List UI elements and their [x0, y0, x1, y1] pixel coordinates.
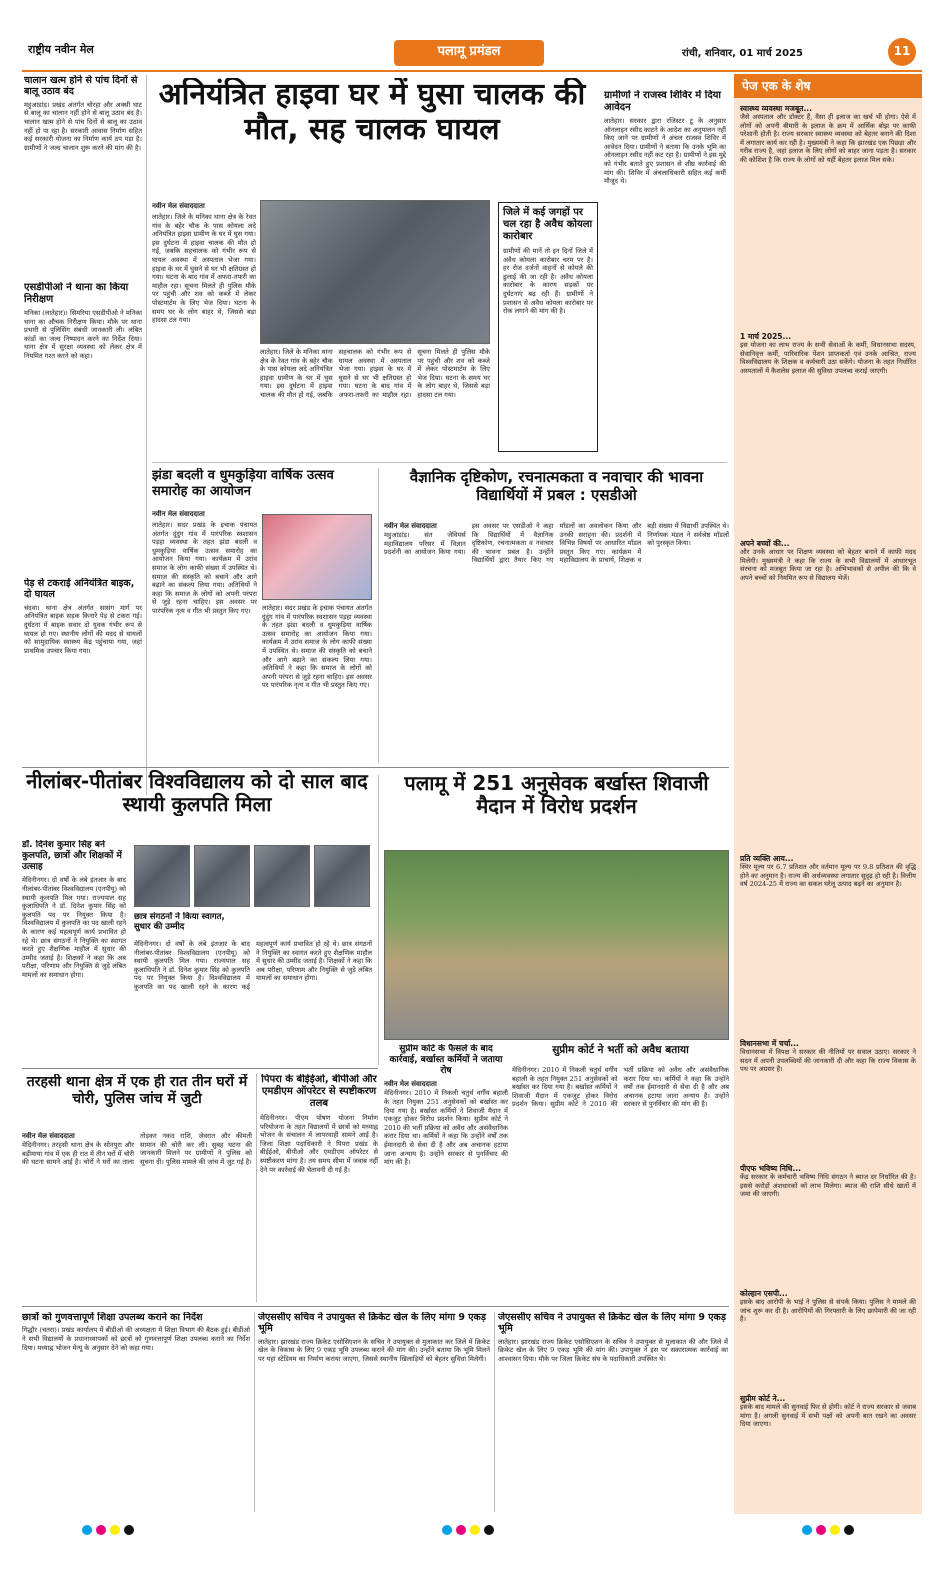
university-body: मेदिनीनगर। दो वर्षों के लंबे इंतजार के बाद नीलांबर-पीतांबर विश्वविद्यालय (एनपीयू) को स्थायी कुलपति मिल गया। राज्यपाल सह कुलाधिपति ने डॉ. दिनेश कुमार सिंह को कुलपति पद पर नियुक्त किया है। विश्वविद्यालय में कुलपति का पद खाली रहने के कारण कई महत्वपूर्ण कार्य प्रभावित हो रहे थे। छात्र संगठनों ने नियुक्ति का स्वागत करते हुए शैक्षणिक माहौल में सुधार की उम्मीद जताई है। शिक्षकों ने कहा कि अब परीक्षा, परिणाम और नियुक्ति से जुड़े लंबित मामलों का समाधान होगा।: [22, 876, 126, 979]
coal-sidebox-body: ग्रामीणों की मानें तो इन दिनों जिले में अवैध कोयला कारोबार चरम पर है। हर रोज दर्जनों वाहनों से कोयले की ढुलाई की जा रही है। अवैध कोयला कारोबार के कारण सड़कों पर दुर्घटनाएं बढ़ रही हैं। ग्रामीणों ने प्रशासन से अवैध कोयला कारोबार पर रोक लगाने की मांग की है।: [503, 247, 593, 316]
theft-body: मेदिनीनगर। तरहसी थाना क्षेत्र के सोनपुरा और बड़ीमाया गांव में एक ही रात में तीन घरों में चोरी की घटना सामने आई है। चोरों ने घरों का ताला तोड़कर नकद राशि, जेवरात और कीमती सामान की चोरी कर ली। सुबह घटना की जानकारी मिलने पर ग्रामीणों ने पुलिस को सूचना दी। पुलिस मामले की जांच में जुट गई है।: [22, 1132, 252, 1167]
science-body-block: [384, 522, 729, 762]
continuation-1: [740, 104, 916, 324]
theft-byline: नवीन मेल संवाददाता: [22, 1132, 75, 1140]
jhanda-photo: [262, 514, 372, 600]
theft-body-block: [22, 1132, 252, 1302]
lead-body-block: [152, 202, 256, 457]
col1-divider: [146, 75, 147, 795]
mid-rule: [22, 767, 729, 768]
continuation-7-body: इसके बाद आरोपी के भाई ने पुलिस से संपर्क किया। पुलिस ने मामले की जांच शुरू कर दी है। आरोपियों की गिरफ्तारी के लिए छापेमारी की जा रही है।: [740, 1298, 916, 1324]
registration-black: [124, 1525, 134, 1535]
continuation-1-body: जैसे अस्पताल और डॉक्टर हैं, वैसा ही इलाज का खर्च भी होगा। ऐसे में लोगों को अपनी बीमारी के इलाज के क्रम में आर्थिक बोझ पर काफी परेशानी होती है। राज्य सरकार स्वास्थ्य व्यवस्था को बेहतर बनाने की दिशा में लगातार कार्य कर रही है। मुख्यमंत्री ने कहा कि झारखंड एक पिछड़ा और गरीब राज्य है, जहां इलाज के लिए लोगों को बाहर जाना पड़ता है। सरकार की कोशिश है कि राज्य के लोगों को यहीं बेहतर इलाज मिल सके।: [740, 113, 916, 164]
jhanda-byline: नवीन मेल संवाददाता: [152, 510, 205, 518]
coal-sidebox-headline: जिले में कई जगहों पर चल रहा है अवैध कोयला कारोबार: [503, 207, 593, 242]
science-byline: नवीन मेल संवाददाता: [384, 522, 437, 530]
col1-article-1-headline: चालान खत्म होने से पांच दिनों से बालू उठाव बंद: [24, 75, 138, 98]
bottom-article-2-body: लातेहार। झारखंड राज्य क्रिकेट एसोसिएशन के सचिव ने उपायुक्त से मुलाकात कर जिले में क्रिकेट खेल के विकास के लिए 9 एकड़ भूमि उपलब्ध कराने की मांग की। उन्होंने बताया कि भूमि मिलने पर यहां स्टेडियम का निर्माण कराया जाएगा, जिससे स्थानीय खिलाड़ियों को बेहतर सुविधा मिलेगी।: [258, 1337, 490, 1363]
university-subhead: डॉ. दिनेश कुमार सिंह बने कुलपति, छात्रों और शिक्षकों में उत्साह: [22, 840, 122, 872]
registration-yellow-2: [470, 1525, 480, 1535]
registration-black-2: [484, 1525, 494, 1535]
registration-cyan-3: [802, 1525, 812, 1535]
bottom-article-1-body: गिद्धौर (चतरा)। प्रखंड कार्यालय में बीडीओ की अध्यक्षता में शिक्षा विभाग की बैठक हुई। बीडीओ ने सभी विद्यालयों के प्रधानाध्यापकों को छात्रों को गुणवत्तापूर्ण शिक्षा उपलब्ध कराने का निर्देश दिया। मध्याह्न भोजन मेन्यू के अनुसार देने को कहा गया।: [22, 1326, 250, 1352]
continuation-2: [740, 332, 916, 532]
registration-yellow-3: [830, 1525, 840, 1535]
revenue-camp-body: लातेहार। सरकार द्वारा रजिस्टर टू के अनुसार ऑनलाइन रसीद काटने के आदेश का अनुपालन नहीं किए जाने पर ग्रामीणों ने अंचल राजस्व शिविर में आवेदन दिया। ग्रामीणों ने बताया कि उनके भूमि का ऑनलाइन रसीद नहीं कट रहा है। ग्रामीणों ने इस मुद्दे को गंभीर बताते हुए प्रशासन से शीघ्र कार्रवाई की मांग की। शिविर में अंचलाधिकारी सहित कई कर्मी मौजूद थे।: [604, 117, 726, 186]
continuation-2-head: 1 मार्च 2025...: [740, 332, 792, 341]
lead-photo: [260, 200, 490, 344]
continuation-8-body: इसके बाद मामले की सुनवाई फिर से होगी। कोर्ट ने राज्य सरकार से जवाब मांगा है। अगली सुनवाई में सभी पक्षों को अपनी बात रखने का अवसर दिया जाएगा।: [740, 1403, 916, 1429]
section-banner-title: पलामू प्रमंडल: [437, 44, 501, 59]
continuation-6: [740, 1164, 916, 1284]
continuation-2-body: इस योजना का लाभ राज्य के सभी सेवाओं के कर्मी, विधानसभा सदस्य, सेवानिवृत्त कर्मी, पारिवारिक पेंशन प्राप्तकर्ता एवं उनके आश्रित, राज्य विश्वविद्यालय के शिक्षक व कर्मचारी उठा सकेंगे। योजना के तहत निर्धारित अस्पतालों में कैशलेस इलाज की सुविधा उपलब्ध कराई जाएगी।: [740, 341, 916, 375]
university-photo-caption: छात्र संगठनों ने किया स्वागत, सुधार की उम्मीद: [134, 912, 225, 933]
vc-portrait-4: [314, 845, 370, 907]
continuation-1-head: स्वास्थ्य व्यवस्था मजबूत...: [740, 104, 813, 113]
anusevak-headline: पलामू में 251 अनुसेवक बर्खास्त शिवाजी मैदान में विरोध प्रदर्शन: [404, 772, 709, 818]
print-color-bar: [22, 1524, 922, 1536]
registration-yellow: [110, 1525, 120, 1535]
continuation-4-body: स्थिर मूल्य पर 6.7 प्रतिशत और वर्तमान मूल्य पर 9.8 प्रतिशत की वृद्धि होने का अनुमान है। राज्य की अर्थव्यवस्था लगातार सुदृढ़ हो रही है। वित्तीय वर्ष 2024-25 में राज्य का सकल घरेलू उत्पाद बढ़ने का अनुमान है।: [740, 863, 916, 889]
coal-sidebox: [498, 202, 598, 452]
anusevak-body-continued: [512, 1066, 729, 1301]
lead-body-cont-text: लातेहार। जिले के मनिका थाना क्षेत्र के रेवत गांव के बहेर चौक के पास कोयला लदे अनियंत्रित हाइवा ग्रामीण के घर में घुस गया। इस दुर्घटना में हाइवा चालक की मौत हो गई, जबकि सहचालक को गंभीर रूप से घायल अवस्था में अस्पताल भेजा गया। हाइवा के घर में घुसने से घर भी क्षतिग्रस्त हो गया। घटना के बाद गांव में अफरा-तफरी का माहौल रहा। सूचना मिलते ही पुलिस मौके पर पहुंची और शव को कब्जे में लेकर पोस्टमार्टम के लिए भेज दिया। घटना के समय घर के लोग बाहर थे, जिससे बड़ा हादसा टल गया।: [260, 348, 490, 399]
jhanda-divider: [378, 468, 379, 763]
lead-bottom-rule: [152, 462, 727, 463]
col1-article-1: [24, 75, 142, 275]
bottom-article-2-headline: जेएससीए सचिव ने उपायुक्त से क्रिकेट खेल के लिए मांगा 9 एकड़ भूमि: [258, 1312, 486, 1335]
col1-article-1-body: महुआडांड़। प्रखंड अंतर्गत चोरहा और अक्सी घाट से बालू का चालान नहीं होने से बालू उठाव बंद है। चालान खत्म होने से पांच दिनों से बालू का उठाव नहीं हो पा रहा है। सरकारी आवास निर्माण सहित कई सरकारी योजना का निर्माण कार्य ठप पड़ा है। ग्रामीणों ने जल्द चालान शुरू करने की मांग की है।: [24, 100, 142, 152]
protest-photo-caption: सुप्रीम कोर्ट ने भर्ती को अवैध बताया: [552, 1044, 689, 1056]
bottom-article-3-body: लातेहार। झारखंड राज्य क्रिकेट एसोसिएशन के सचिव ने उपायुक्त से मुलाकात की और जिले में क्रिकेट खेल के लिए 9 एकड़ भूमि की मांग की। उपायुक्त ने इस पर सकारात्मक कार्रवाई का आश्वासन दिया। मौके पर जिला क्रिकेट संघ के पदाधिकारी उपस्थित थे।: [498, 1337, 728, 1363]
registration-magenta-3: [816, 1525, 826, 1535]
vc-portrait-3: [254, 845, 310, 907]
lead-byline: नवीन मेल संवाददाता: [152, 202, 205, 210]
anusevak-sub-block: [384, 1044, 508, 1304]
registration-magenta: [96, 1525, 106, 1535]
bottom-article-2: [258, 1312, 490, 1512]
jhanda-body: लातेहार। सदर प्रखंड के इचाक पंचायत अंतर्गत दुंदुंग गांव में पारंपरिक स्वशासन पड़हा व्यवस्था के तहत झंडा बदली व धुमकुड़िया वार्षिक उत्सव समारोह का आयोजन किया गया। कार्यक्रम में उरांव समाज के लोग काफी संख्या में उपस्थित थे। समाज की संस्कृति को बचाने और आगे बढ़ाने का संकल्प लिया गया। अतिथियों ने कहा कि समाज के लोगों को अपनी परंपरा से जुड़े रहना चाहिए। इस अवसर पर पारंपरिक नृत्य व गीत भी प्रस्तुत किए गए।: [152, 521, 257, 615]
mdm-headline: पिपरा के बीईईओ, बीपीओ और एमडीएम ऑपरेटर से स्पष्टीकरण तलब: [261, 1074, 377, 1109]
continuation-8-head: सुप्रीम कोर्ट ने...: [740, 1394, 786, 1403]
dateline: रांची, शनिवार, 01 मार्च 2025: [682, 48, 803, 59]
protest-photo: [384, 850, 729, 1040]
col1-article-3-body: चंदवा। थाना क्षेत्र अंतर्गत सासंग मार्ग पर अनियंत्रित बाइक सड़क किनारे पेड़ से टकरा गई। दुर्घटना में बाइक सवार दो युवक गंभीर रूप से घायल हो गए। स्थानीय लोगों की मदद से घायलों को सामुदायिक स्वास्थ्य केंद्र पहुंचाया गया, जहां प्राथमिक उपचार किया गया।: [24, 603, 142, 655]
registration-cyan: [82, 1525, 92, 1535]
continuation-4: [740, 854, 916, 1034]
jhanda-headline: झंडा बदली व धुमकुड़िया वार्षिक उत्सव समारोह का आयोजन: [152, 468, 334, 499]
continuation-3-head: अपने बच्चों की...: [740, 539, 790, 548]
jhanda-body-block: [152, 510, 257, 760]
lead-body: लातेहार। जिले के मनिका थाना क्षेत्र के रेवत गांव के बहेर चौक के पास कोयला लदे अनियंत्रित हाइवा ग्रामीण के घर में घुस गया। इस दुर्घटना में हाइवा चालक की मौत हो गई, जबकि सहचालक को गंभीर रूप से घायल अवस्था में अस्पताल भेजा गया। हाइवा के घर में घुसने से घर भी क्षतिग्रस्त हो गया। घटना के बाद गांव में अफरा-तफरी का माहौल रहा। सूचना मिलते ही पुलिस मौके पर पहुंची और शव को कब्जे में लेकर पोस्टमार्टम के लिए भेज दिया। घटना के समय घर के लोग बाहर थे, जिससे बड़ा हादसा टल गया।: [152, 213, 256, 325]
mdm-article: [260, 1074, 378, 1302]
anusevak-body-cont-text: मेदिनीनगर। 2010 में निकली चतुर्थ वर्गीय बहाली के तहत नियुक्त 251 अनुसेवकों को बर्खास्त कर दिया गया है। बर्खास्त कर्मियों ने शिवाजी मैदान में एकजुट होकर विरोध प्रदर्शन किया। सुप्रीम कोर्ट ने 2010 की भर्ती प्रक्रिया को अवैध और असंवैधानिक करार दिया था। कर्मियों ने कहा कि उन्होंने वर्षों तक ईमानदारी से सेवा दी है और अब अचानक हटाया जाना अन्याय है। उन्होंने सरकार से पुनर्विचार की मांग की है।: [512, 1066, 729, 1109]
continuations-banner-title: पेज एक के शेष: [742, 79, 811, 93]
bottom-strip-rule: [22, 1306, 729, 1307]
vc-portrait-1: [134, 845, 190, 907]
section-banner: [394, 40, 544, 66]
university-body-cont-text: मेदिनीनगर। दो वर्षों के लंबे इंतजार के बाद नीलांबर-पीतांबर विश्वविद्यालय (एनपीयू) को स्थायी कुलपति मिल गया। राज्यपाल सह कुलाधिपति ने डॉ. दिनेश कुमार सिंह को कुलपति पद पर नियुक्त किया है। विश्वविद्यालय में कुलपति का पद खाली रहने के कारण कई महत्वपूर्ण कार्य प्रभावित हो रहे थे। छात्र संगठनों ने नियुक्ति का स्वागत करते हुए शैक्षणिक माहौल में सुधार की उम्मीद जताई है। शिक्षकों ने कहा कि अब परीक्षा, परिणाम और नियुक्ति से जुड़े लंबित मामलों का समाधान होगा।: [134, 940, 372, 991]
bottom-divider-2: [494, 1312, 495, 1512]
continuation-8: [740, 1394, 916, 1509]
continuation-5-head: विधानसभा में चर्चा...: [740, 1039, 799, 1048]
continuation-7: [740, 1289, 916, 1389]
newspaper-page: [22, 30, 922, 1540]
col1-article-3: [24, 578, 142, 798]
lower-rule: [22, 1068, 378, 1069]
anusevak-body: मेदिनीनगर। 2010 में निकली चतुर्थ वर्गीय बहाली के तहत नियुक्त 251 अनुसेवकों को बर्खास्त कर दिया गया है। बर्खास्त कर्मियों ने शिवाजी मैदान में एकजुट होकर विरोध प्रदर्शन किया। सुप्रीम कोर्ट ने 2010 की भर्ती प्रक्रिया को अवैध और असंवैधानिक करार दिया था। कर्मियों ने कहा कि उन्होंने वर्षों तक ईमानदारी से सेवा दी है और अब अचानक हटाया जाना अन्याय है। उन्होंने सरकार से पुनर्विचार की मांग की है।: [384, 1089, 508, 1167]
continuations-banner: [734, 74, 922, 98]
lead-body-continued: [260, 348, 490, 458]
continuation-3: [740, 539, 916, 749]
continuation-5-body: विधानसभा में विपक्ष ने सरकार की नीतियों पर सवाल उठाए। सरकार ने सदन में अपनी उपलब्धियों की जानकारी दी और कहा कि राज्य विकास के पथ पर अग्रसर है।: [740, 1048, 916, 1074]
page-number: 11: [893, 44, 911, 58]
registration-cyan-2: [442, 1525, 452, 1535]
bottom-divider-1: [254, 1312, 255, 1512]
mdm-body: मेदिनीनगर। पीएम पोषण योजना निर्माण परियोजना के तहत विद्यालयों में छात्रों को मध्याह्न भोजन के संचालन में लापरवाही सामने आई है। जिला शिक्षा पदाधिकारी ने पिपरा प्रखंड के बीईईओ, बीपीओ और एमडीएम ऑपरेटर से स्पष्टीकरण मांगा है। तय समय सीमा में जवाब नहीं देने पर कार्रवाई की चेतावनी दी गई है।: [260, 1114, 378, 1174]
continuation-5: [740, 1039, 916, 1159]
continuations-sidebar: [734, 74, 922, 1514]
university-sub-block: [22, 840, 126, 1060]
protest-caption-bar: [512, 1040, 729, 1062]
jhanda-body-cont-text: लातेहार। सदर प्रखंड के इचाक पंचायत अंतर्गत दुंदुंग गांव में पारंपरिक स्वशासन पड़हा व्यवस्था के तहत झंडा बदली व धुमकुड़िया वार्षिक उत्सव समारोह का आयोजन किया गया। कार्यक्रम में उरांव समाज के लोग काफी संख्या में उपस्थित थे। समाज की संस्कृति को बचाने और आगे बढ़ाने का संकल्प लिया गया। अतिथियों ने कहा कि समाज के लोगों को अपनी परंपरा से जुड़े रहना चाहिए। इस अवसर पर पारंपरिक नृत्य व गीत भी प्रस्तुत किए गए।: [262, 604, 372, 690]
bottom-article-3-headline: जेएससीए सचिव ने उपायुक्त से क्रिकेट खेल के लिए मांगा 9 एकड़ भूमि: [498, 1312, 726, 1335]
anusevak-byline: नवीन मेल संवाददाता: [384, 1080, 437, 1089]
science-headline: वैज्ञानिक दृष्टिकोण, रचनात्मकता व नवाचार की भावना विद्यार्थियों में प्रबल : एसडीओ: [409, 468, 704, 504]
bottom-article-3: [498, 1312, 728, 1512]
continuation-6-body: केंद्र सरकार के कर्मचारी भविष्य निधि संगठन ने ब्याज दर निर्धारित की है। इससे करोड़ों अंशधारकों को लाभ मिलेगा। ब्याज की राशि सीधे खातों में जमा की जाएगी।: [740, 1173, 916, 1199]
university-body-continued: [134, 940, 372, 1065]
theft-headline: तरहसी थाना क्षेत्र में एक ही रात तीन घरों में चोरी, पुलिस जांच में जुटी: [26, 1074, 248, 1107]
col1-article-2-headline: एसडीपीओ ने थाना का किया निरीक्षण: [24, 282, 129, 305]
bottom-article-1-headline: छात्रों को गुणवत्तापूर्ण शिक्षा उपलब्ध कराने का निर्देश: [22, 1312, 203, 1323]
col1-article-3-headline: पेड़ से टकराई अनियंत्रित बाइक, दो घायल: [24, 578, 135, 601]
vc-portrait-2: [194, 845, 250, 907]
jhanda-body-continued: [262, 604, 372, 759]
continuation-3-body: और उनके आधार पर शिक्षण व्यवस्था को बेहतर बनाने में काफी मदद मिलेगी। मुख्यमंत्री ने कहा कि राज्य के सभी विद्यालयों में आधारभूत संरचना को मजबूत किया जा रहा है। अभिभावकों से अपील की कि वे अपने बच्चों को नियमित रूप से विद्यालय भेजें।: [740, 548, 916, 582]
header-rule: [22, 70, 922, 72]
registration-magenta-2: [456, 1525, 466, 1535]
university-divider: [378, 775, 379, 1065]
bottom-article-1: [22, 1312, 250, 1512]
col1-article-2: [24, 282, 142, 572]
col1-article-2-body: मनिका (लातेहार)। सिमरिया एसडीपीओ ने मनिका थाना का औचक निरीक्षण किया। मौके पर थाना प्रभारी से पुलिसिंग संबंधी जानकारी ली। लंबित कांडों का जल्द निष्पादन करने का निर्देश दिया। थाना क्षेत्र में सुरक्षा व्यवस्था को लेकर क्षेत्र में नियमित गश्त करने को कहा।: [24, 309, 142, 360]
registration-black-3: [844, 1525, 854, 1535]
masthead-left: राष्ट्रीय नवीन मेल: [28, 43, 94, 56]
continuation-4-head: प्रति व्यक्ति आय...: [740, 854, 794, 863]
university-headline: नीलांबर-पीतांबर विश्वविद्यालय को दो साल बाद स्थायी कुलपति मिला: [26, 770, 368, 816]
page-number-badge: [888, 38, 916, 66]
revenue-camp-article: [604, 90, 726, 458]
continuation-6-head: पीएफ भविष्य निधि...: [740, 1164, 801, 1173]
revenue-camp-headline: ग्रामीणों ने राजस्व शिविर में दिया आवेदन: [604, 90, 722, 113]
theft-divider: [256, 1074, 257, 1302]
anusevak-subhead: सुप्रीम कोर्ट के फैसले के बाद कार्रवाई, बर्खास्त कर्मियों ने जताया रोष: [389, 1044, 503, 1076]
continuation-7-head: कोल्हान एसपी...: [740, 1289, 788, 1298]
science-body: महुआडांड़। संत जेवियर्स महाविद्यालय परिसर में विज्ञान प्रदर्शनी का आयोजन किया गया। इस अवसर पर एसडीओ ने कहा कि विद्यार्थियों में वैज्ञानिक दृष्टिकोण, रचनात्मकता व नवाचार की भावना प्रबल है। उन्होंने विद्यार्थियों द्वारा तैयार किए गए मॉडलों का अवलोकन किया और उनकी सराहना की। प्रदर्शनी में विभिन्न विषयों पर आधारित मॉडल प्रस्तुत किए गए। कार्यक्रम में महाविद्यालय के प्राचार्य, शिक्षक व बड़ी संख्या में विद्यार्थी उपस्थित थे। निर्णायक मंडल ने सर्वश्रेष्ठ मॉडलों को पुरस्कृत किया।: [384, 522, 729, 565]
lead-headline: अनियंत्रित हाइवा घर में घुसा चालक की मौत, सह चालक घायल: [158, 78, 586, 147]
